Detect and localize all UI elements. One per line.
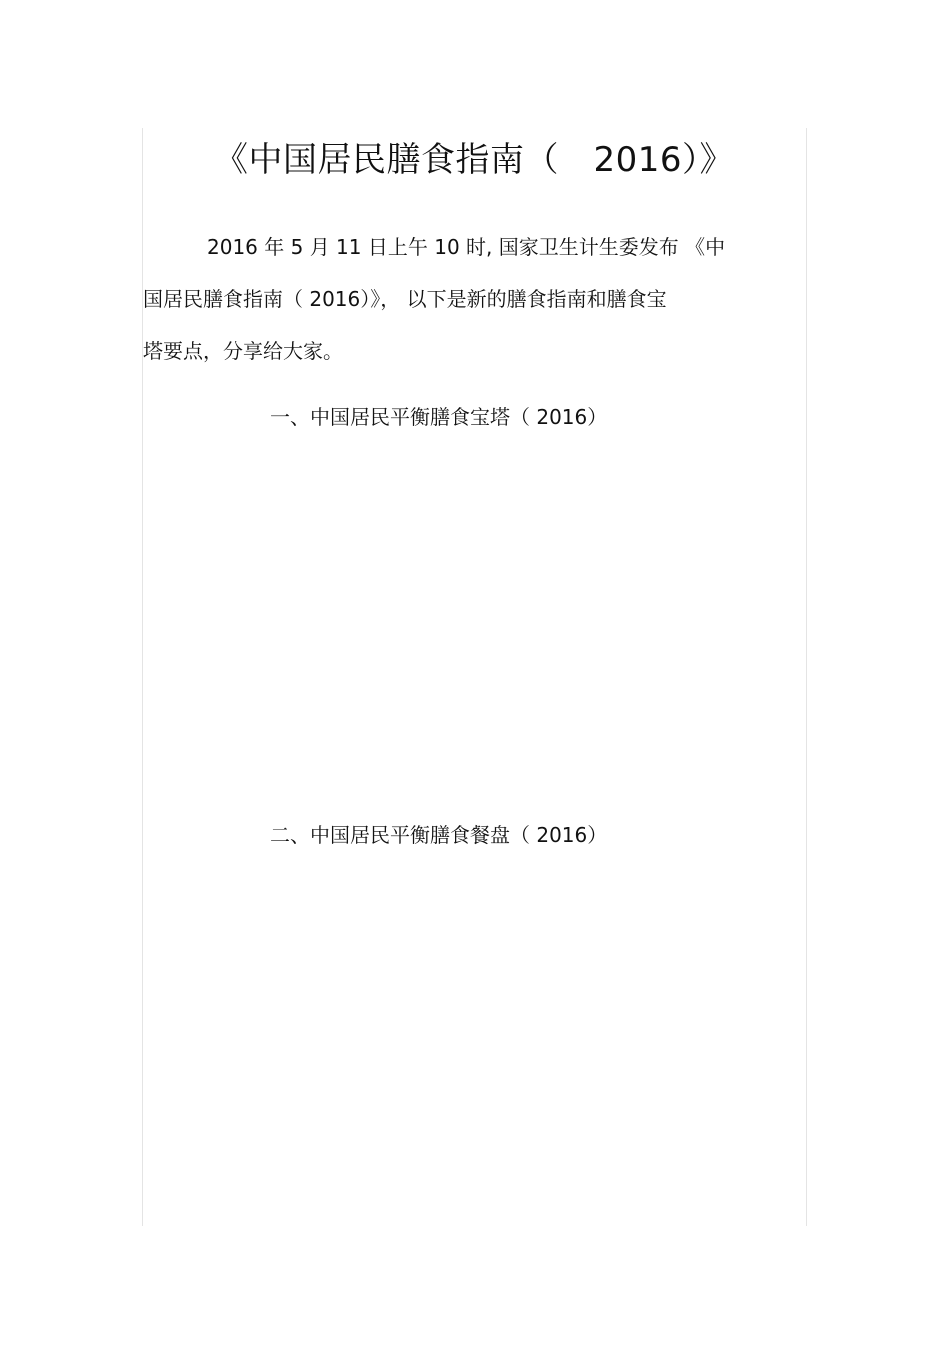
- intro-paragraph-line-1: 2016 年 5 月 11 日上午 10 时, 国家卫生计生委发布 《中: [207, 235, 726, 259]
- plate-figure-area: [143, 865, 806, 1225]
- document-title: 《中国居民膳食指南（ 2016）》: [213, 140, 735, 180]
- intro-paragraph-line-3: 塔要点，分享给大家。: [143, 339, 343, 363]
- intro-paragraph-line-2: 国居民膳食指南（ 2016）》， 以下是新的膳食指南和膳食宝: [143, 287, 667, 311]
- pagoda-figure-area: [143, 445, 806, 805]
- section-heading-plate: 二、中国居民平衡膳食餐盘（ 2016）: [270, 823, 608, 847]
- right-margin-line: [806, 128, 807, 1226]
- section-heading-pagoda: 一、中国居民平衡膳食宝塔（ 2016）: [270, 405, 608, 429]
